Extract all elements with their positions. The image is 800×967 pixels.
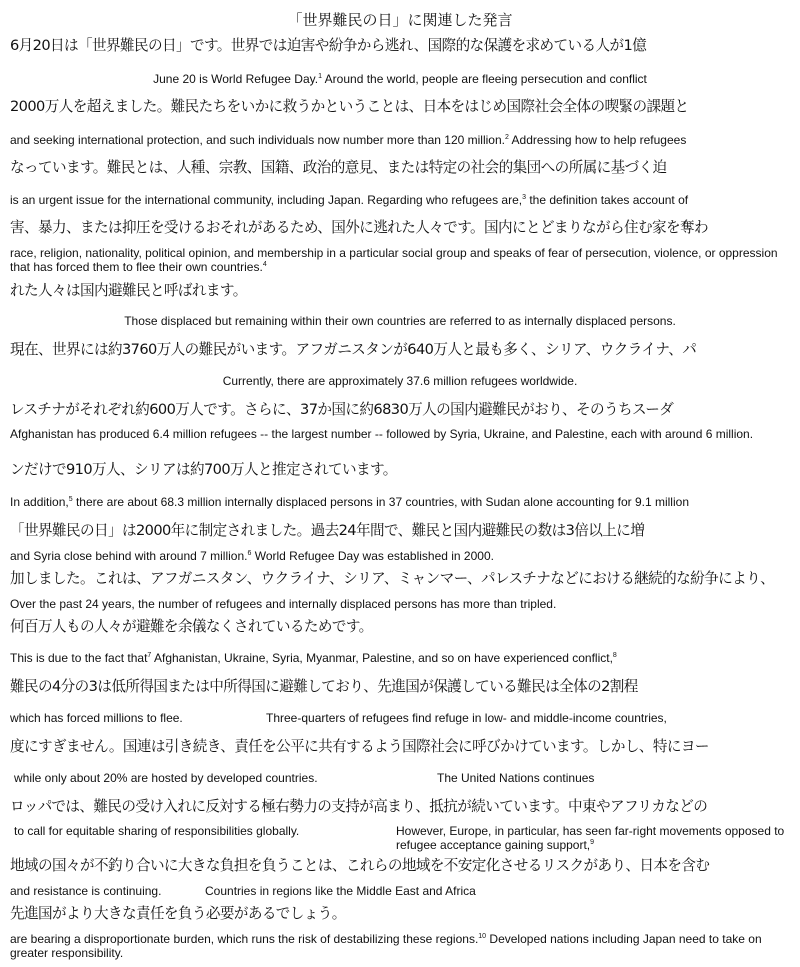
jp-line: 何百万人もの人々が避難を余儀なくされているためです。 bbox=[10, 618, 373, 635]
jp-line: 地域の国々が不釣り合いに大きな負担を負うことは、これらの地域を不安定化させるリスクがあり、日本を含む bbox=[10, 857, 710, 874]
en-line: June 20 is World Refugee Day.$^1$ Around the world, people are fleeing persecution and conflict bbox=[153, 72, 647, 86]
footnote-ref: 6 bbox=[247, 550, 252, 557]
en-segment: Countries in regions like the Middle East and Africa bbox=[205, 884, 476, 898]
en-segment: The United Nations continues bbox=[437, 771, 595, 785]
jp-line: 度にすぎません。国連は引き続き、責任を公平に共有するよう国際社会に呼びかけています。しかし、特にヨー bbox=[10, 738, 709, 755]
en-line: race, religion, nationality, political opinion, and membership in a particular social group and speaks of fear of persecution, violence, or oppression that has forced them to flee their own countries.$^4$ bbox=[10, 246, 778, 274]
en-line: Over the past 24 years, the number of refugees and internally displaced persons has more than tripled. bbox=[10, 597, 557, 611]
en-segment: However, Europe, in particular, has seen far-right movements opposed to refugee acceptance gaining support,$^9$ bbox=[396, 824, 785, 852]
jp-line: 6月20日は「世界難民の日」です。世界では迫害や紛争から逃れ、国際的な保護を求めている人が1億 bbox=[10, 37, 647, 54]
en-line bbox=[10, 884, 790, 898]
en-segment: which has forced millions to flee. bbox=[10, 711, 183, 725]
en-segment: to call for equitable sharing of responsibilities globally. bbox=[14, 824, 300, 838]
jp-line: 現在、世界には約3760万人の難民がいます。アフガニスタンが640万人と最も多く、シリア、ウクライナ、パ bbox=[10, 341, 697, 358]
jp-line: ンだけで910万人、シリアは約700万人と推定されています。 bbox=[10, 461, 397, 478]
footnote-ref: 1 bbox=[318, 73, 322, 80]
en-line: Those displaced but remaining within their own countries are referred to as internally displaced persons. bbox=[124, 314, 676, 328]
en-line: Currently, there are approximately 37.6 million refugees worldwide. bbox=[222, 374, 578, 388]
jp-line: ロッパでは、難民の受け入れに反対する極右勢力の支持が高まり、抵抗が続いています。中東やアフリカなどの bbox=[10, 798, 708, 815]
jp-line: れた人々は国内避難民と呼ばれます。 bbox=[10, 282, 247, 299]
en-segment: Three-quarters of refugees find refuge in low- and middle-income countries, bbox=[266, 711, 667, 725]
footnote-ref: 10 bbox=[478, 933, 487, 940]
footnote-ref: 4 bbox=[262, 261, 267, 268]
jp-line: 加しました。これは、アフガニスタン、ウクライナ、シリア、ミャンマー、パレスチナなどにおける継続的な紛争により、 bbox=[10, 570, 775, 587]
en-line bbox=[10, 771, 790, 785]
jp-line: 2000万人を超えました。難民たちをいかに救うかということは、日本をはじめ国際社会全体の喫緊の課題と bbox=[10, 98, 689, 115]
en-segment: and resistance is continuing. bbox=[10, 884, 162, 898]
footnote-ref: 2 bbox=[504, 134, 509, 141]
en-line: In addition,$^5$ there are about 68.3 million internally displaced persons in 37 countries, with Sudan alone accounting for 9.1 million bbox=[10, 495, 689, 509]
en-line bbox=[10, 824, 790, 852]
jp-line: 「世界難民の日」は2000年に制定されました。過去24年間で、難民と国内避難民の数は3倍以上に増 bbox=[10, 522, 645, 539]
footnote-ref: 3 bbox=[522, 194, 526, 201]
footnote-ref: 7 bbox=[147, 652, 152, 659]
jp-line: 難民の4分の3は低所得国または中所得国に避難しており、先進国が保護している難民は全体の2割程 bbox=[10, 678, 638, 695]
footnote-ref: 8 bbox=[612, 652, 617, 659]
en-line: This is due to the fact that$^7$ Afghanistan, Ukraine, Syria, Myanmar, Palestine, and so on have experienced conflict,$^8$ bbox=[10, 651, 617, 665]
jp-line: レスチナがそれぞれ約600万人です。さらに、37か国に約6830万人の国内避難民がおり、そのうちスーダ bbox=[10, 401, 674, 418]
en-line: and seeking international protection, and such individuals now number more than 120 million.$^2$ Addressing how to help refugees bbox=[10, 133, 687, 147]
jp-line: 先進国がより大きな責任を負う必要があるでしょう。 bbox=[10, 905, 346, 922]
en-line: and Syria close behind with around 7 million.$^6$ World Refugee Day was established in 2000. bbox=[10, 549, 494, 563]
footnote-ref: 9 bbox=[590, 839, 595, 846]
en-line: is an urgent issue for the international community, including Japan. Regarding who refugees are,$^3$ the definition takes account of bbox=[10, 193, 689, 207]
footnote-ref: 5 bbox=[68, 496, 73, 503]
jp-line: 害、暴力、または抑圧を受けるおそれがあるため、国外に逃れた人々です。国内にとどまりながら住む家を奪わ bbox=[10, 219, 708, 236]
en-line: Afghanistan has produced 6.4 million refugees -- the largest number -- followed by Syria, Ukraine, and Palestine, each with around 6 million. bbox=[10, 427, 754, 441]
en-line: are bearing a disproportionate burden, which runs the risk of destabilizing these regions.$^{10}$ Developed nations including Japan need to take on greater responsibility. bbox=[10, 932, 762, 960]
jp-line: なっています。難民とは、人種、宗教、国籍、政治的意見、または特定の社会的集団への所属に基づく迫 bbox=[10, 159, 667, 176]
en-line bbox=[10, 711, 790, 725]
page-title: 「世界難民の日」に関連した発言 bbox=[287, 11, 513, 29]
en-segment: while only about 20% are hosted by developed countries. bbox=[14, 771, 318, 785]
